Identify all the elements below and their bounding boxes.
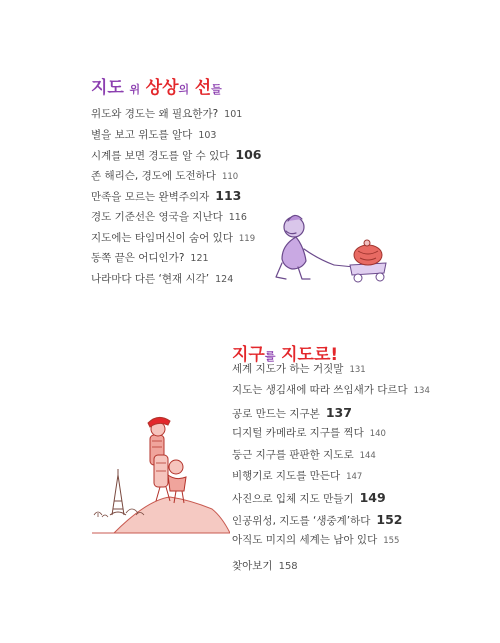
toc-item-label: 만족을 모르는 완벽주의자 — [91, 191, 210, 204]
toc-item[interactable] — [232, 402, 430, 423]
toc-item[interactable] — [232, 466, 430, 487]
toc-item[interactable] — [91, 248, 262, 269]
page-number: 155 — [383, 536, 400, 547]
toc-item-label: 비행기로 지도를 만든다 — [232, 469, 341, 482]
toc-item-label: 세계 지도가 하는 거짓말 — [232, 363, 344, 375]
toc-item[interactable] — [91, 186, 262, 207]
toc-item[interactable] — [91, 166, 262, 187]
toc-item[interactable] — [91, 207, 262, 228]
toc-item-label: 지도는 생김새에 따라 쓰임새가 다르다 — [232, 384, 408, 397]
page-number: 103 — [198, 129, 217, 141]
toc-item-label: 지도에는 타임머신이 숨어 있다 — [91, 231, 233, 244]
toc-item[interactable] — [232, 423, 430, 444]
page-number: 147 — [346, 471, 363, 482]
title-word-sangsang: 상상 — [145, 78, 179, 98]
page-number: 110 — [221, 171, 239, 182]
page-number: 140 — [369, 429, 386, 440]
toc-item[interactable] — [232, 380, 430, 401]
title-word-ui: 의 — [178, 83, 190, 96]
title-word-jido: 지도 — [91, 78, 124, 98]
page-number: 149 — [359, 490, 386, 506]
toc-item[interactable] — [232, 509, 430, 530]
page-number: 121 — [190, 253, 209, 265]
page-number: 137 — [325, 404, 352, 420]
toc-item[interactable] — [91, 104, 262, 125]
man-pulling-globe-cart-illustration — [268, 205, 392, 287]
title-word-seon: 선 — [194, 78, 212, 98]
toc-item[interactable] — [232, 487, 430, 508]
title-word-reul: 를 — [264, 350, 276, 363]
toc-item-label: 경도 기준선은 영국을 지난다 — [91, 210, 223, 223]
title-word-deul: 들 — [211, 83, 222, 96]
toc-item[interactable] — [91, 125, 262, 146]
toc-item-label: 존 해리슨, 경도에 도전하다 — [91, 169, 216, 182]
toc-item[interactable] — [91, 228, 262, 249]
toc-item[interactable] — [91, 145, 262, 166]
index-entry[interactable] — [232, 558, 298, 573]
toc-item-label: 별을 보고 위도를 알다 — [91, 128, 193, 141]
page-number: 119 — [238, 233, 256, 244]
page-number: 152 — [376, 511, 403, 527]
page-number: 134 — [413, 386, 430, 397]
index-page-number: 158 — [278, 561, 298, 572]
section-1-toc — [91, 104, 262, 289]
toc-item-label: 나라마다 다른 ‘현재 시각’ — [91, 272, 210, 285]
toc-item-label: 사진으로 입체 지도 만들기 — [232, 493, 354, 506]
section-2-toc — [232, 359, 430, 552]
eiffel-tower-hill-illustration — [92, 405, 230, 535]
title-word-jido2: 지도 — [281, 345, 314, 365]
index-label: 찾아보기 — [232, 560, 273, 572]
page-number: 101 — [224, 109, 243, 120]
section-1-title — [91, 73, 222, 98]
toc-item-label: 디지털 카메라로 지구를 찍다 — [232, 427, 364, 440]
page-number: 131 — [349, 365, 366, 375]
toc-item-label: 시계를 보면 경도를 알 수 있다 — [91, 150, 230, 163]
toc-item-label: 위도와 경도는 왜 필요한가? — [91, 108, 219, 120]
page-number: 116 — [228, 211, 247, 223]
toc-item[interactable] — [232, 445, 430, 466]
page-number: 113 — [215, 188, 242, 204]
title-word-wi: 위 — [129, 83, 141, 96]
toc-item-label: 둥근 지구를 판판한 지도로 — [232, 448, 354, 461]
page-number: 124 — [215, 273, 234, 285]
toc-item-label: 동쪽 끝은 어디인가? — [91, 252, 185, 265]
title-word-ro: 로! — [313, 345, 339, 365]
toc-item[interactable] — [232, 359, 430, 380]
toc-item[interactable] — [91, 269, 262, 290]
toc-item-label: 공로 만드는 지구본 — [232, 407, 320, 420]
title-word-jigu: 지구 — [232, 345, 265, 365]
toc-item[interactable] — [232, 530, 430, 551]
page-number: 106 — [235, 147, 262, 163]
toc-item-label: 인공위성, 지도를 ‘생중계’하다 — [232, 514, 371, 527]
page-number: 144 — [359, 450, 376, 461]
toc-item-label: 아직도 미지의 세계는 남아 있다 — [232, 534, 378, 547]
